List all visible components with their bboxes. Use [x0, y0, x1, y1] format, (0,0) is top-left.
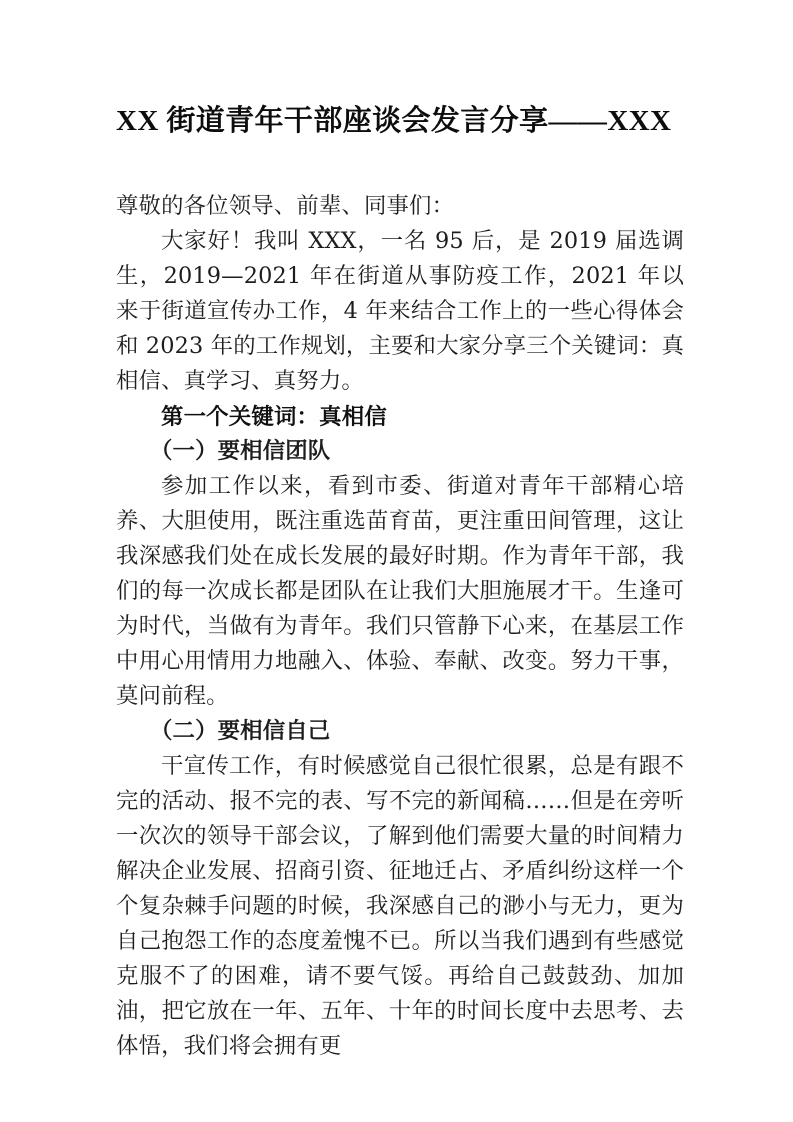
sub-heading-1-2: （二）要相信自己: [150, 718, 331, 744]
document-body: [116, 0, 684, 1064]
page-title: XX 街道青年干部座谈会发言分享——XXX: [116, 105, 672, 137]
opening-paragraph: 大家好！我叫 XXX，一名 95 后，是 2019 届选调生，2019—2021 年在街道从事防疫工作，2021 年以来于街道宣传办工作，4 年来结合工作上的一些心得体会和 2023 年的工作规划，主要和大家分享三个关键词：真相信、真学习、真努力。: [116, 228, 685, 394]
sub-heading-1-1: （一）要相信团队: [150, 438, 331, 464]
paragraph-1-2: 干宣传工作，有时候感觉自己很忙很累，总是有跟不完的活动、报不完的表、写不完的新闻稿……但是在旁听一次次的领导干部会议，了解到他们需要大量的时间精力解决企业发展、招商引资、征地迁占、矛盾纠纷这样一个个复杂棘手问题的时候，我深感自己的渺小与无力，更为自己抱怨工作的态度羞愧不已。所以当我们遇到有些感觉克服不了的困难，请不要气馁。再给自己鼓鼓劲、加加油，把它放在一年、五年、十年的时间长度中去思考、去体悟，我们将会拥有更: [116, 753, 684, 1059]
section-heading-1: 第一个关键词：真相信: [161, 404, 387, 429]
salutation-line: 尊敬的各位领导、前辈、同事们：: [116, 193, 455, 219]
paragraph-1-1: 参加工作以来，看到市委、街道对青年干部精心培养、大胆使用，既注重选苗育苗，更注重田间管理，这让我深感我们处在成长发展的最好时期。作为青年干部，我们的每一次成长都是团队在让我们大胆施展才干。生逢可为时代，当做有为青年。我们只管静下心来，在基层工作中用心用情用力地融入、体验、奉献、改变。努力干事，莫问前程。: [116, 473, 684, 709]
